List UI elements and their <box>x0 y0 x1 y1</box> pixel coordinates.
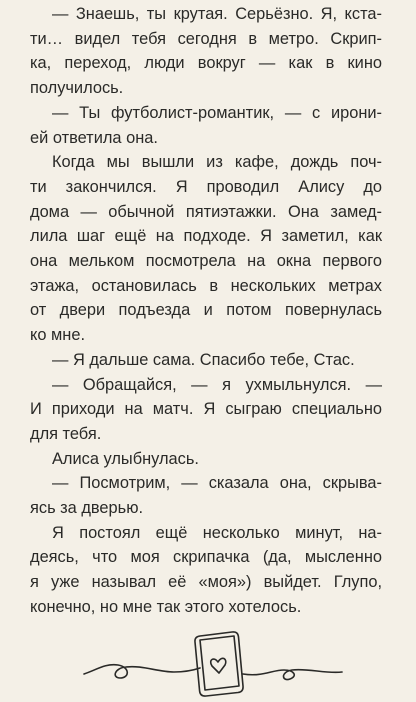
text-line: получилось. <box>30 79 124 98</box>
text-line: ти закончился. Я проводил Алису до <box>30 177 382 196</box>
text-line: ей ответила она. <box>30 128 158 147</box>
text-line: ти… видел тебя сегодня в метро. Скрип- <box>30 29 382 48</box>
text-line: конечно, но мне так этого хотелось. <box>30 597 302 616</box>
text-line: этажа, остановилась в нескольких метрах <box>30 276 382 295</box>
text-line: лила шаг ещё на подходе. Я заметил, как <box>30 227 382 246</box>
text-line: Я постоял ещё несколько минут, на- <box>52 523 382 542</box>
text-line: — Я дальше сама. Спасибо тебе, Стас. <box>52 350 355 369</box>
text-line: дома — обычной пятиэтажки. Она замед- <box>30 202 382 221</box>
phone-heart-icon <box>82 630 344 700</box>
text-line: — Ты футболист-романтик, — с ирони- <box>52 103 382 122</box>
text-line: — Знаешь, ты крутая. Серьёзно. Я, кста- <box>52 5 382 23</box>
text-line: Когда мы вышли из кафе, дождь поч- <box>52 153 382 172</box>
text-line: Алиса улыбнулась. <box>52 449 199 468</box>
text-line: — Обращайся, — я ухмыльнулся. — <box>52 375 382 394</box>
text-line: для тебя. <box>30 424 102 443</box>
page-text <box>30 2 382 620</box>
text-line: я уже называл её «моя») выйдет. Глупо, <box>30 573 382 592</box>
text-line: деясь, что моя скрипачка (да, мысленно <box>30 548 382 567</box>
text-line: она мельком посмотрела на окна первого <box>30 252 382 271</box>
text-line: — Посмотрим, — сказала она, скрыва- <box>52 474 382 493</box>
text-line: ко мне. <box>30 326 86 345</box>
text-line: ясь за дверью. <box>30 499 144 518</box>
text-line: от двери подъезда и потом повернулась <box>30 301 382 320</box>
text-line: И приходи на матч. Я сыграю специально <box>30 400 382 419</box>
text-line: ка, переход, люди вокруг — как в кино <box>30 54 382 73</box>
